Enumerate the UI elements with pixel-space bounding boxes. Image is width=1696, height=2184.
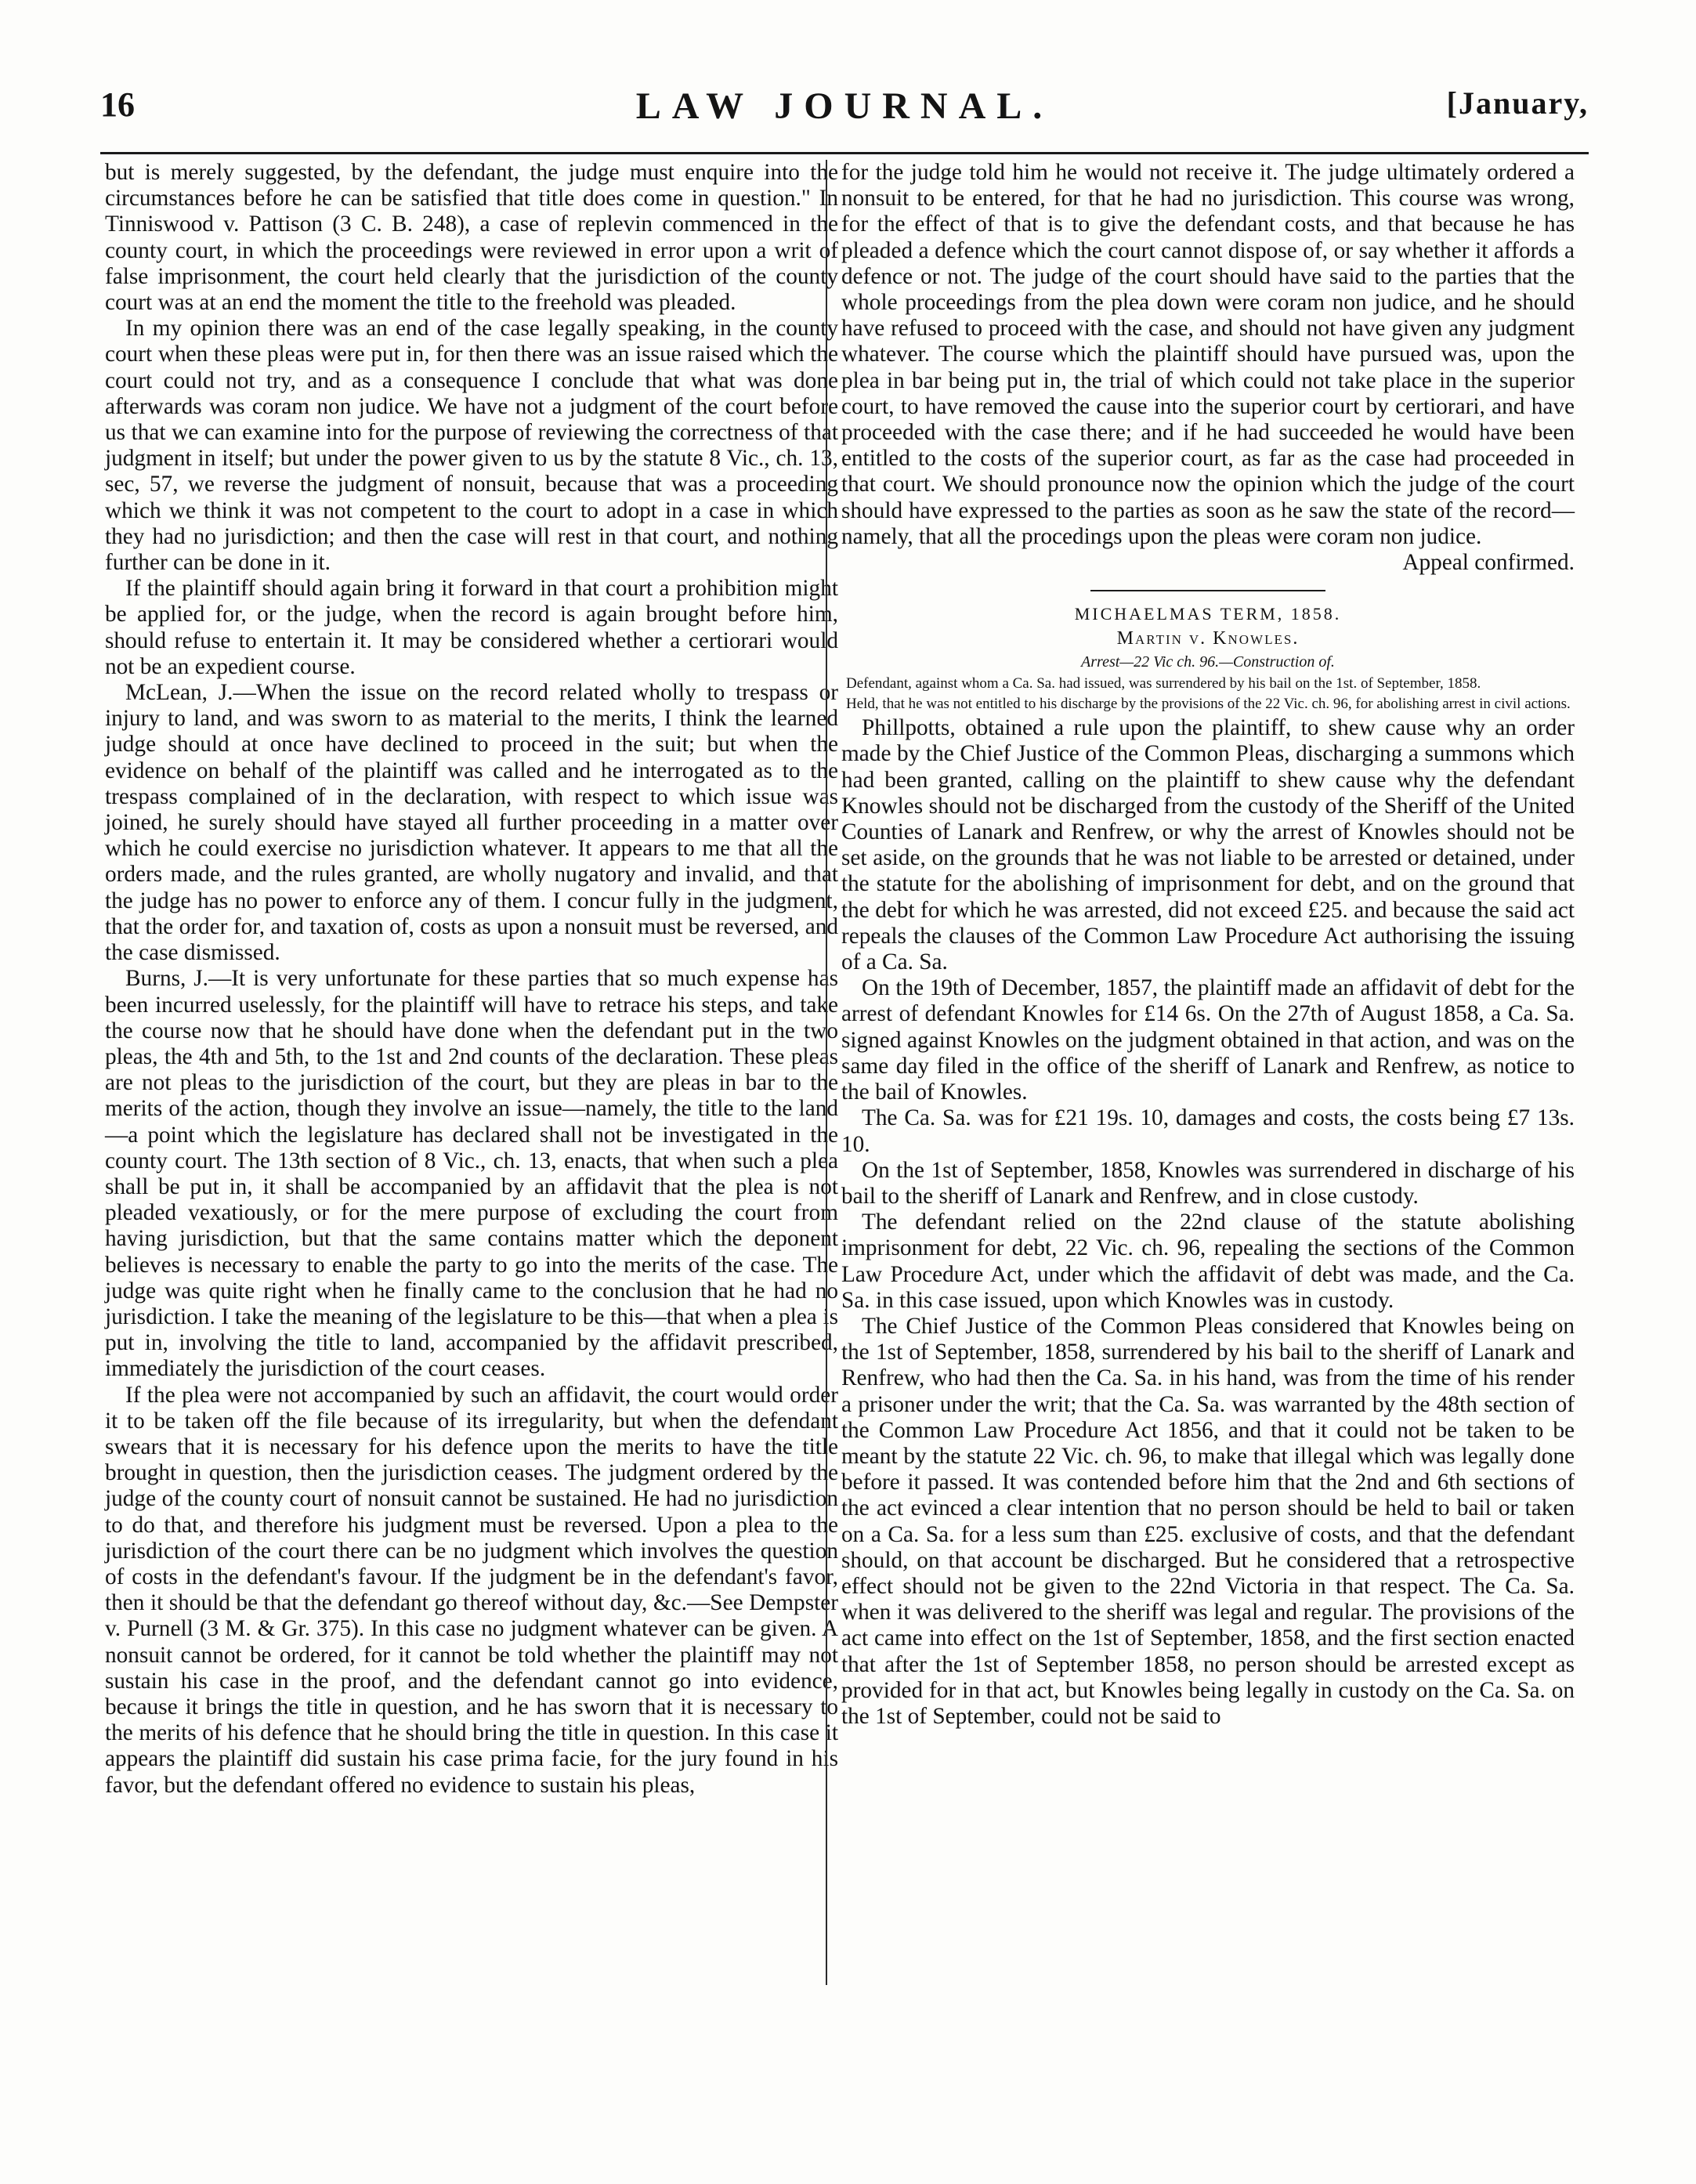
paragraph: The defendant relied on the 22nd clause of the statute abolishing imprisonment for debt, 22 Vic. ch. 96, repealing the sections of the Common Law Procedure Act, under which the affidavit of debt was made, and the Ca. Sa. in this case issued, upon which Knowles was in custody. bbox=[841, 1210, 1575, 1313]
paragraph: In my opinion there was an end of the case legally speaking, in the county court when these pleas were put in, for then there was an issue raised which the court could not try, and as a consequence I conclude that what was done afterwards was coram non judice. We have not a judgment of the court before us that we can examine into for the purpose of reviewing the correctness of that judgment in itself; but under the power given to us by the statute 8 Vic., ch. 13, sec, 57, we reverse the judgment of nonsuit, because that was a proceeding which we think it was not competent to the court to adopt in a case in which they had no jurisdiction; and then the case will rest in that court, and nothing further can be done in it. bbox=[105, 316, 838, 576]
header-rule bbox=[100, 152, 1589, 154]
case-name: Martin v. Knowles. bbox=[1116, 628, 1300, 649]
paragraph: The Ca. Sa. was for £21 19s. 10, damages and costs, the costs being £7 13s. 10. bbox=[841, 1105, 1575, 1157]
paragraph: If the plea were not accompanied by such an affidavit, the court would order it to be taken off the file because of its irregularity, but when the defendant swears that it is necessary for his defence upon the merits to have the title brought in question, then the jurisdiction ceases. The judgment ordered by the judge of the county court of nonsuit cannot be sustained. He had no jurisdiction to do that, and therefore his judgment must be reversed. Upon a plea to the jurisdiction of the court there can be no judgment which involves the question of costs in the defendant's favour. If the judgment be in the defendant's favor, then it should be that the defendant go thereof without day, &c.—See Dempster v. Purnell (3 M. & Gr. 375). In this case no judgment whatever can be given. A nonsuit cannot be ordered, for it cannot be told whether the plaintiff may not sustain his case in the proof, and the defendant cannot go into evidence, because it brings the title in question, and he has sworn that it is necessary to the merits of his defence that he should bring the title in question. In this case it appears the plaintiff did sustain his case prima facie, for the jury found in his favor, but the defendant offered no evidence to sustain his pleas, bbox=[105, 1382, 838, 1798]
paragraph: On the 19th of December, 1857, the plaintiff made an affidavit of debt for the arrest of defendant Knowles for £14 6s. On the 27th of August 1858, a Ca. Sa. signed against Knowles on the judgment obtained in that action, and was on the same day filed in the office of the sheriff of Lanark and Renfrew, as notice to the bail of Knowles. bbox=[841, 975, 1575, 1105]
headnote: Defendant, against whom a Ca. Sa. had issued, was surrendered by his bail on the 1st. of September, 1858. bbox=[846, 675, 1481, 692]
paragraph: Burns, J.—It is very unfortunate for these parties that so much expense has been incurred uselessly, for the plaintiff will have to retrace his steps, and take the course now that he should have done when the defendant put in the two pleas, the 4th and 5th, to the 1st and 2nd counts of the declaration. These pleas are not pleas to the jurisdiction of the court, but they are pleas in bar to the merits of the action, though they involve an issue—namely, the title to the land—a point which the legislature has declared shall not be investigated in the county court. The 13th section of 8 Vic., ch. 13, enacts, that when such a plea shall be put in, it shall be accompanied by an affidavit that the plea is not pleaded vexatiously, or for the mere purpose of excluding the court from having jurisdiction, but that the same contains matter which the deponent believes is necessary to enable the party to go into the merits of the case. The judge was quite right when he finally came to the conclusion that he had no jurisdiction. I take the meaning of the legislature to be this—that when a plea is put in, involving the title to land, accompanied by the affidavit prescribed, immediately the jurisdiction of the court ceases. bbox=[105, 966, 838, 1382]
paragraph: On the 1st of September, 1858, Knowles was surrendered in discharge of his bail to the sheriff of Lanark and Renfrew, and in close custody. bbox=[841, 1157, 1575, 1209]
column-divider bbox=[826, 160, 827, 1985]
paragraph: The Chief Justice of the Common Pleas considered that Knowles being on the 1st of September, 1858, surrendered by his bail to the sheriff of Lanark and Renfrew, who had then the Ca. Sa. in his hand, was from the time of his render a prisoner under the writ; that the Ca. Sa. was warranted by the 48th section of the Common Law Procedure Act 1856, and that it could not be taken to be meant by the statute 22 Vic. ch. 96, to make that illegal which was legally done before it passed. It was contended before him that the 2nd and 6th sections of the act evinced a clear intention that no person should be held to bail or taken on a Ca. Sa. for a less sum than £25. exclusive of costs, and that the defendant should, on that account be discharged. But he considered that a retrospective effect should not be given to the 22nd Victoria in that respect. The Ca. Sa. when it was delivered to the sheriff was legal and regular. The provisions of the act came into effect on the 1st of September, 1858, and the first section enacted that after the 1st of September 1858, no person should be arrested except as provided for in that act, but Knowles being legally in custody on the Ca. Sa. on the 1st of September, could not be said to bbox=[841, 1313, 1575, 1729]
paragraph: If the plaintiff should again bring it forward in that court a prohibition might be applied for, or the judge, when the record is again brought before him, should refuse to entertain it. It may be considered whether a certiorari would not be an expedient course. bbox=[105, 576, 838, 679]
left-column bbox=[105, 160, 838, 1799]
paragraph: McLean, J.—When the issue on the record related wholly to trespass or injury to land, and was sworn to as material to the merits, I think the learned judge should at once have declined to proceed in the suit; but when the evidence on behalf of the plaintiff was called and he interrogated as to the trespass complained of in the declaration, with respect to which issue was joined, he surely should have stayed all further proceeding in a matter over which he could exercise no jurisdiction whatever. It appears to me that all the orders made, and the rules granted, are wholly nugatory and invalid, and that the judge has no power to enforce any of them. I concur fully in the judgment, that the order for, and taxation of, costs as upon a nonsuit must be reversed, and the case dismissed. bbox=[105, 680, 838, 966]
paragraph: but is merely suggested, by the defendant, the judge must enquire into the circumstances before he can be satisfied that title does come in question." In Tinniswood v. Pattison (3 C. B. 248), a case of replevin commenced in the county court, in which the proceedings were reviewed in error upon a writ of false imprisonment, the court held clearly that the jurisdiction of the county court was at an end the moment the title to the freehold was pleaded. bbox=[105, 160, 838, 316]
page-number: 16 bbox=[100, 85, 135, 124]
paragraph: for the judge told him he would not receive it. The judge ultimately ordered a nonsuit to be entered, for that he had no jurisdiction. This course was wrong, for the effect of that is to give the defendant costs, and that because he has pleaded a defence which the court cannot dispose of, or say whether it affords a defence or not. The judge of the court should have said to the parties that the whole proceedings from the plea down were coram non judice, and he should have refused to proceed with the case, and should not have given any judgment whatever. The course which the plaintiff should have pursued was, upon the plea in bar being put in, the trial of which could not take place in the superior court, to have removed the cause into the superior court by certiorari, and have proceeded with the case there; and if he had succeeded he would have been entitled to the costs of the superior court, as far as the case had proceeded in that court. We should pronounce now the opinion which the judge of the court should have expressed to the parties as soon as he saw the state of the record—namely, that all the procedings upon the pleas were coram non judice. bbox=[841, 160, 1575, 549]
headnote: Held, that he was not entitled to his discharge by the provisions of the 22 Vic. ch. 96, for abolishing arrest in civil actions. bbox=[846, 696, 1571, 713]
running-header bbox=[100, 85, 1589, 141]
issue-month: [January, bbox=[1446, 85, 1589, 121]
paragraph: Phillpotts, obtained a rule upon the plaintiff, to shew cause why an order made by the Chief Justice of the Common Pleas, discharging a summons which had been granted, calling on the plaintiff to shew cause why the defendant Knowles should not be discharged from the custody of the Sheriff of the United Counties of Lanark and Renfrew, or why the arrest of Knowles should not be set aside, on the grounds that he was not liable to be arrested or detained, under the statute for the abolishing of imprisonment for debt, and on the ground that the debt for which he was arrested, did not exceed £25. and because the said act repeals the clauses of the Common Law Procedure Act authorising the issuing of a Ca. Sa. bbox=[841, 715, 1575, 975]
disposition: Appeal confirmed. bbox=[1402, 550, 1575, 576]
term-heading: MICHAELMAS TERM, 1858. bbox=[1074, 604, 1342, 624]
right-column bbox=[841, 160, 1575, 1730]
case-subtitle: Arrest—22 Vic ch. 96.—Construction of. bbox=[1081, 653, 1335, 671]
section-rule bbox=[1090, 590, 1325, 591]
journal-title: LAW JOURNAL. bbox=[635, 85, 1054, 127]
